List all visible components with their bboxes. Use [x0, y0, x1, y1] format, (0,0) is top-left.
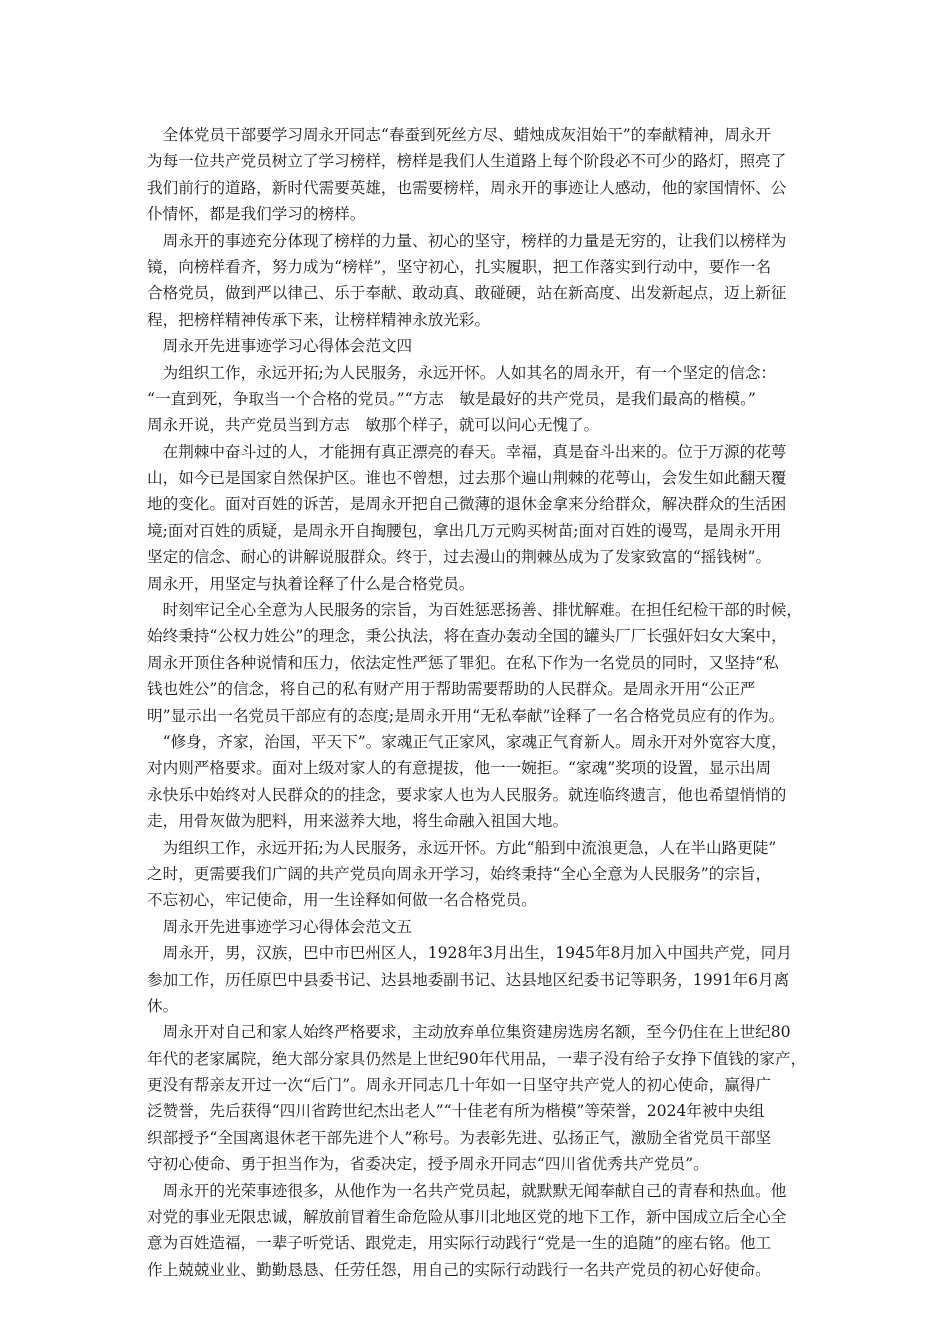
body-paragraph: [147, 1019, 822, 1177]
text-line: 不忘初心，牢记使命，用一生诠释如何做一名合格党员。: [147, 891, 537, 910]
text-line: 对党的事业无限忠诚，解放前冒着生命危险从事川北地区党的地下工作，新中国成立后全心全: [147, 1208, 787, 1227]
text-line: 周永开先进事迹学习心得体会范文五: [147, 917, 413, 936]
text-line: 全体党员干部要学习周永开同志“春蚕到死丝方尽、蜡烛成灰泪始干”的奉献精神，周永开: [147, 126, 772, 144]
text-line: 休。: [147, 996, 179, 1015]
text-line: 周永开的光荣事迹很多，从他作为一名共产党员起，就默默无闻奉献自己的青春和热血。他: [147, 1181, 787, 1200]
text-line: 周永开，用坚定与执着诠释了什么是合格党员。: [147, 574, 475, 593]
text-line: 之时，更需要我们广阔的共产党员向周永开学习，始终秉持“全心全意为人民服务”的宗旨，: [147, 864, 772, 883]
document-page: [147, 122, 822, 1283]
text-line: 周永开先进事迹学习心得体会范文四: [147, 337, 413, 356]
text-line: 参加工作，历任原巴中县委书记、达县地委副书记、达县地区纪委书记等职务，1991年6月离: [147, 970, 790, 989]
body-paragraph: [147, 597, 822, 729]
text-line: 织部授予“全国离退休老干部先进个人”称号。为表彰先进、弘扬正气，激励全省党员干部坚: [147, 1128, 772, 1147]
text-line: 山，如今已是国家自然保护区。谁也不曾想，过去那个遍山荆棘的花萼山，会发生如此翻天覆: [147, 469, 787, 488]
body-paragraph: [147, 835, 822, 914]
section-heading: [147, 914, 822, 940]
text-line: 泛赞誉，先后获得“四川省跨世纪杰出老人”“十佳老有所为楷模”等荣誉，2024年被中央组: [147, 1102, 765, 1121]
text-line: 钱也姓公”的信念，将自己的私有财产用于帮助需要帮助的人民群众。是周永开用“公正严: [147, 680, 756, 699]
text-line: 周永开说，共产党员当到方志 敏那个样子，就可以问心无愧了。: [147, 416, 600, 435]
text-line: 境;面对百姓的质疑，是周永开自掏腰包，拿出几万元购买树苗;面对百姓的谩骂，是周永开用: [147, 521, 782, 540]
text-line: 作上兢兢业业、勤勤恳恳、任劳任怨，用自己的实际行动践行一名共产党员的初心好使命。: [147, 1260, 771, 1279]
text-line: 始终秉持“公权力姓公”的理念，秉公执法，将在查办轰动全国的罐头厂厂长强奸妇女大案中，: [147, 627, 787, 646]
text-line: 周永开，男，汉族，巴中市巴州区人，1928年3月出生，1945年8月加入中国共产党，同月: [147, 944, 792, 963]
text-line: 永快乐中始终对人民群众的的挂念，要求家人也为人民服务。就连临终遗言，他也希望悄悄的: [147, 785, 787, 804]
text-line: 守初心使命、勇于担当作为，省委决定，授予周永开同志“四川省优秀共产党员”。: [147, 1155, 709, 1174]
section-heading: [147, 333, 822, 359]
body-paragraph: [147, 940, 822, 1019]
text-line: 走，用骨灰做为肥料，用来滋养大地，将生命融入祖国大地。: [147, 812, 569, 831]
body-paragraph: [147, 228, 822, 334]
text-line: 为组织工作，永远开拓;为人民服务，永远开怀。人如其名的周永开，有一个坚定的信念：: [147, 363, 777, 382]
text-line: 时刻牢记全心全意为人民服务的宗旨，为百姓惩恶扬善、排忧解难。在担任纪检干部的时候，: [147, 601, 802, 620]
body-paragraph: [147, 1178, 822, 1284]
text-line: 周永开对自己和家人始终严格要求，主动放弃单位集资建房选房名额，至今仍住在上世纪80: [147, 1023, 791, 1042]
text-line: 意为百姓造福，一辈子听党话、跟党走，用实际行动践行“党是一生的追随”的座右铭。他工: [147, 1234, 772, 1253]
text-line: 镜，向榜样看齐，努力成为“榜样”，坚守初心，扎实履职，把工作落实到行动中，要作一名: [147, 257, 772, 276]
text-line: “修身，齐家，治国，平天下”。家魂正气正家风，家魂正气育新人。周永开对外宽容大度，: [147, 732, 787, 751]
text-line: 为组织工作，永远开拓;为人民服务，永远开怀。方此“船到中流浪更急，人在半山路更陡”: [147, 838, 777, 857]
body-paragraph: [147, 439, 822, 597]
text-line: 周永开顶住各种说情和压力，依法定性严惩了罪犯。在私下作为一名党员的同时，又坚持“私: [147, 653, 779, 672]
text-line: 周永开的事迹充分体现了榜样的力量、初心的坚守，榜样的力量是无穷的，让我们以榜样为: [147, 231, 787, 250]
text-line: 为每一位共产党员树立了学习榜样，榜样是我们人生道路上每个阶段必不可少的路灯，照亮了: [147, 152, 787, 171]
body-paragraph: [147, 122, 822, 228]
text-line: 地的变化。面对百姓的诉苦，是周永开把自己微薄的退休金拿来分给群众，解决群众的生活困: [147, 495, 787, 514]
text-line: 仆情怀，都是我们学习的榜样。: [147, 205, 366, 224]
text-line: 程，把榜样精神传承下来，让榜样精神永放光彩。: [147, 310, 491, 329]
text-line: 我们前行的道路，新时代需要英雄，也需要榜样，周永开的事迹让人感动，他的家国情怀、公: [147, 178, 787, 197]
text-line: 坚定的信念、耐心的讲解说服群众。终于，过去漫山的荆棘丛成为了发家致富的“摇钱树”。: [147, 548, 772, 567]
text-line: 更没有帮亲友开过一次“后门”。周永开同志几十年如一日坚守共产党人的初心使命，赢得广: [147, 1076, 772, 1095]
text-line: 对内则严格要求。面对上级对家人的有意提拔，他一一婉拒。“家魂”奖项的设置，显示出周: [147, 759, 772, 778]
text-line: “一直到死，争取当一个合格的党员。”“方志 敏是最好的共产党员，是我们最高的楷模。”: [147, 389, 756, 408]
text-line: 明”显示出一名党员干部应有的态度;是周永开用“无私奉献”诠释了一名合格党员应有的作为。: [147, 706, 785, 725]
text-line: 在荆棘中奋斗过的人，才能拥有真正漂亮的春天。幸福，真是奋斗出来的。位于万源的花萼: [147, 442, 787, 461]
body-paragraph: [147, 729, 822, 835]
text-line: 年代的老家属院，绝大部分家具仍然是上世纪90年代用品，一辈子没有给子女挣下值钱的家产，: [147, 1049, 807, 1068]
body-paragraph: [147, 360, 822, 439]
text-line: 合格党员，做到严以律己、乐于奉献、敢动真、敢碰硬，站在新高度、出发新起点，迈上新征: [147, 284, 787, 303]
